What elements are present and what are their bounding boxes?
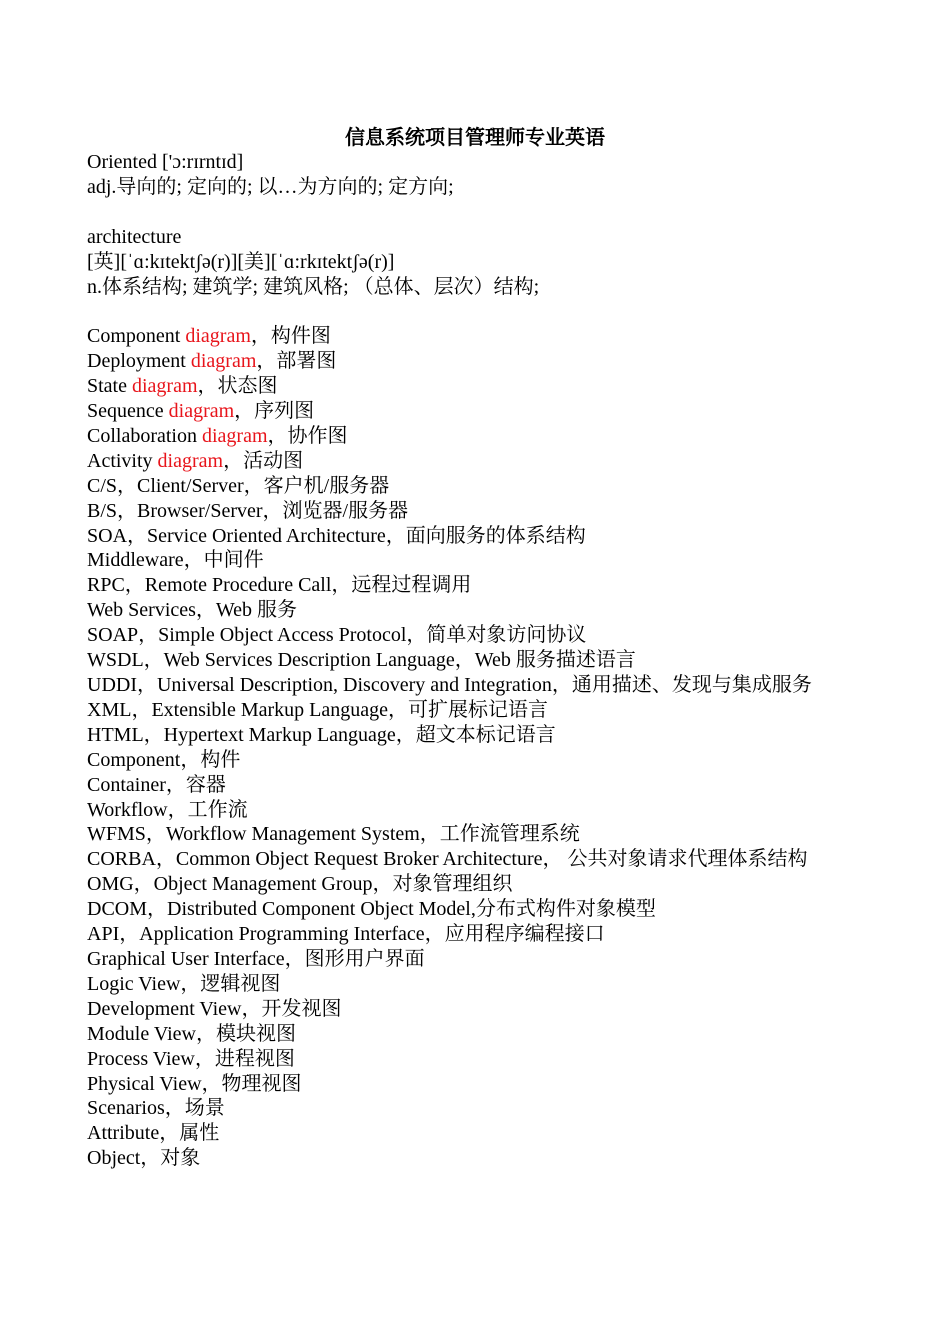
term-line: CORBA，Common Object Request Broker Architecture， 公共对象请求代理体系结构	[87, 848, 808, 871]
diagram-term-name: Deployment	[87, 350, 191, 373]
diagram-keyword: diagram	[132, 375, 198, 398]
term-line: HTML，Hypertext Markup Language，超文本标记语言	[87, 723, 556, 746]
diagram-term-translation: ，协作图	[267, 424, 348, 447]
entry-architecture-meaning: n.体系结构; 建筑学; 建筑风格; （总体、层次）结构;	[87, 275, 540, 298]
entry-oriented-meaning: adj.导向的; 定向的; 以…为方向的; 定方向;	[87, 175, 454, 198]
spacer	[87, 299, 867, 324]
term-line: Component，构件	[87, 748, 241, 771]
term-line: API，Application Programming Interface，应用程序编程接口	[87, 923, 605, 946]
diagram-term	[87, 374, 867, 399]
term-line: Workflow，工作流	[87, 798, 248, 821]
term-line: Attribute，属性	[87, 1122, 220, 1145]
term-line: Web Services，Web 服务	[87, 599, 298, 622]
diagram-term	[87, 449, 867, 474]
term-line: Scenarios，场景	[87, 1097, 225, 1120]
diagram-keyword: diagram	[185, 325, 251, 348]
diagram-term-translation: ，构件图	[250, 325, 331, 348]
diagram-term	[87, 324, 867, 349]
term-line: Development View，开发视图	[87, 997, 342, 1020]
diagram-term	[87, 399, 867, 424]
diagram-term-name: Sequence	[87, 400, 169, 423]
term-line: SOAP，Simple Object Access Protocol，简单对象访问协议	[87, 624, 587, 647]
diagram-term-translation: ，序列图	[234, 400, 315, 423]
term-line: Middleware，中间件	[87, 549, 264, 572]
term-line: Process View，进程视图	[87, 1047, 295, 1070]
term-line: Physical View，物理视图	[87, 1072, 302, 1095]
term-line: C/S，Client/Server，客户机/服务器	[87, 474, 390, 497]
term-line: RPC，Remote Procedure Call，远程过程调用	[87, 574, 472, 597]
term-line: Container，容器	[87, 773, 226, 796]
diagram-keyword: diagram	[168, 400, 235, 423]
diagram-term-name: Activity	[87, 449, 158, 472]
term-line: B/S，Browser/Server，浏览器/服务器	[87, 499, 409, 522]
diagram-term	[87, 349, 867, 374]
page-title: 信息系统项目管理师专业英语	[345, 125, 605, 149]
document-body	[87, 150, 867, 1171]
term-line: OMG，Object Management Group，对象管理组织	[87, 873, 513, 896]
term-line: WSDL，Web Services Description Language，Web 服务描述语言	[87, 649, 636, 672]
term-line: Object，对象	[87, 1147, 201, 1170]
diagram-keyword: diagram	[157, 449, 224, 472]
entry-architecture-pronunciation: [英][ˈɑ:kɪtektʃə(r)][美][ˈɑ:rkɪtektʃə(r)]	[87, 250, 395, 273]
term-line: Logic View，逻辑视图	[87, 972, 281, 995]
diagram-term-name: Component	[87, 325, 186, 348]
term-line: Module View，模块视图	[87, 1022, 296, 1045]
term-line: SOA，Service Oriented Architecture，面向服务的体系结构	[87, 524, 586, 547]
diagram-term	[87, 424, 867, 449]
diagram-term-name: State	[87, 375, 132, 398]
entry-oriented-word: Oriented ['ɔ:rɪrntɪd]	[87, 151, 244, 173]
diagram-term-translation: ，部署图	[256, 350, 337, 373]
term-line: XML，Extensible Markup Language，可扩展标记语言	[87, 698, 549, 721]
diagram-keyword: diagram	[201, 424, 268, 447]
spacer	[87, 200, 867, 225]
term-line: Graphical User Interface，图形用户界面	[87, 947, 425, 970]
diagram-term-translation: ，活动图	[223, 449, 304, 472]
diagram-term-name: Collaboration	[87, 424, 202, 447]
entry-architecture-word: architecture	[87, 225, 182, 248]
term-line: UDDI，Universal Description, Discovery and Integration，通用描述、发现与集成服务	[87, 674, 812, 696]
term-line: WFMS，Workflow Management System，工作流管理系统	[87, 823, 580, 846]
term-line: DCOM，Distributed Component Object Model,分布式构件对象模型	[87, 898, 656, 921]
diagram-term-translation: ，状态图	[197, 375, 278, 398]
diagram-keyword: diagram	[190, 350, 257, 373]
